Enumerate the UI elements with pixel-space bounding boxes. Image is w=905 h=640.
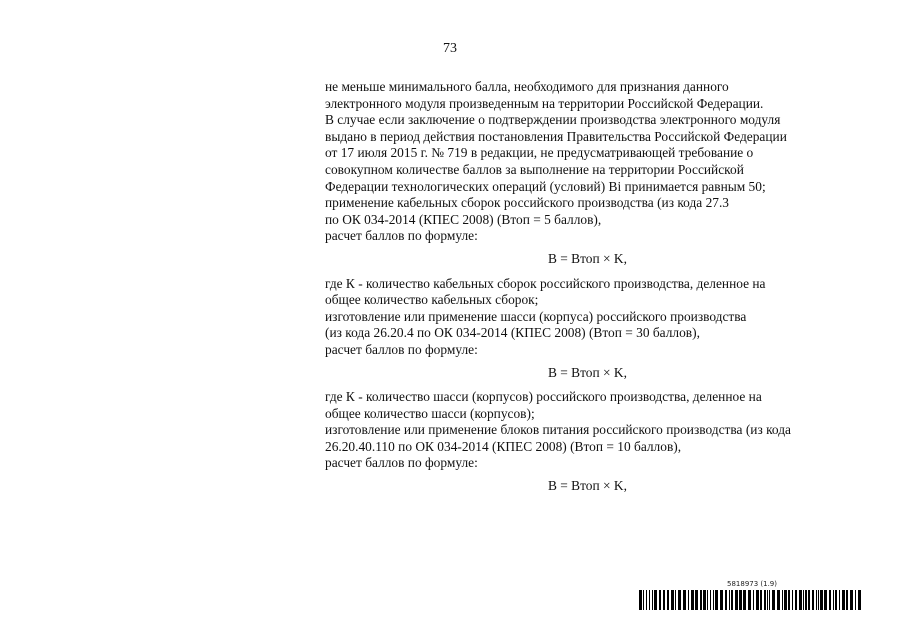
formula: B = Втоп × K, (548, 250, 627, 266)
barcode-bar (850, 590, 853, 610)
barcode-bar (667, 590, 669, 610)
barcode-bar (842, 590, 845, 610)
text-line: (из кода 26.20.4 по ОК 034-2014 (КПЕС 2008) (Втоп = 30 баллов), (325, 325, 700, 341)
barcode-bar (764, 590, 766, 610)
text-line: не меньше минимального балла, необходимого для признания данного (325, 79, 729, 94)
barcode-bar (833, 590, 834, 610)
barcode-bar (753, 590, 754, 610)
barcode-bar (769, 590, 770, 610)
barcode-bar (720, 590, 723, 610)
text-line: В случае если заключение о подтверждении производства электронного модуля (325, 112, 781, 128)
barcode-bar (654, 590, 657, 610)
text-line: общее количество шасси (корпусов); (325, 405, 535, 421)
barcode-bar (725, 590, 727, 610)
document-body (325, 79, 885, 503)
text-line: совокупном количестве баллов за выполнение на территории Российской (325, 161, 744, 177)
barcode-bar (652, 590, 653, 610)
barcode-caption: 5818973 (1.9) (727, 580, 777, 588)
barcode-bar (659, 590, 661, 610)
barcode-bar (683, 590, 686, 610)
barcode-bar (858, 590, 861, 610)
barcode-bar (639, 590, 642, 610)
barcode-bar (784, 590, 787, 610)
barcode-bar (824, 590, 827, 610)
barcode-bar (649, 590, 650, 610)
barcode-bar (715, 590, 718, 610)
text-line: от 17 июля 2015 г. № 719 в редакции, не предусматривающей требование о (325, 145, 754, 161)
text-line: по ОК 034-2014 (КПЕС 2008) (Втоп = 5 баллов), (325, 211, 602, 227)
barcode-bar (782, 590, 783, 610)
barcode-bars (639, 590, 861, 610)
barcode-bar (739, 590, 742, 610)
barcode-bar (760, 590, 762, 610)
barcode-bar (713, 590, 714, 610)
barcode-bar (835, 590, 837, 610)
barcode-bar (839, 590, 840, 610)
barcode-bar (695, 590, 698, 610)
text-line: расчет баллов по формуле: (325, 228, 478, 244)
barcode-bar (663, 590, 665, 610)
text-line: выдано в период действия постановления Правительства Российской Федерации (325, 128, 787, 144)
barcode-bar (703, 590, 706, 610)
barcode-bar (731, 590, 733, 610)
text-line: общее количество кабельных сборок; (325, 292, 539, 308)
barcode-bar (646, 590, 647, 610)
barcode-bar (691, 590, 694, 610)
text-line: расчет баллов по формуле: (325, 455, 478, 471)
barcode-bar (820, 590, 823, 610)
barcode-bar (643, 590, 644, 610)
barcode-bar (767, 590, 768, 610)
text-line: расчет баллов по формуле: (325, 341, 478, 357)
text-line: применение кабельных сборок российского производства (из кода 27.3 (325, 195, 729, 211)
barcode-bar (748, 590, 751, 610)
barcode-bar (803, 590, 804, 610)
barcode-bar (799, 590, 802, 610)
barcode-bar (743, 590, 746, 610)
barcode-bar (788, 590, 790, 610)
text-line: где К - количество шасси (корпусов) российского производства, деленное на (325, 389, 762, 405)
barcode-bar (818, 590, 819, 610)
barcode-bar (756, 590, 759, 610)
text-line: изготовление или применение шасси (корпуса) российского производства (325, 308, 747, 324)
barcode-bar (707, 590, 708, 610)
barcode-bar (792, 590, 793, 610)
barcode-bar (671, 590, 674, 610)
barcode-bar (829, 590, 831, 610)
barcode-bar (805, 590, 807, 610)
barcode-bar (688, 590, 689, 610)
text-line: где К - количество кабельных сборок российского производства, деленное на (325, 275, 766, 291)
barcode-bar (678, 590, 681, 610)
barcode-bar (700, 590, 702, 610)
formula: B = Втоп × K, (548, 364, 627, 380)
formula: B = Втоп × K, (548, 478, 627, 494)
text-line: электронного модуля произведенным на территории Российской Федерации. (325, 95, 764, 111)
barcode-bar (710, 590, 711, 610)
barcode-bar (812, 590, 814, 610)
text-line: 26.20.40.110 по ОК 034-2014 (КПЕС 2008) (Втоп = 10 баллов), (325, 438, 682, 454)
barcode-bar (795, 590, 797, 610)
barcode (639, 580, 861, 610)
page-number: 73 (443, 41, 457, 56)
barcode-bar (675, 590, 676, 610)
text-line: Федерации технологических операций (условий) Bi принимается равным 50; (325, 178, 766, 194)
barcode-bar (846, 590, 848, 610)
barcode-bar (772, 590, 775, 610)
text-line: изготовление или применение блоков питания российского производства (из кода (325, 422, 791, 438)
barcode-bar (808, 590, 810, 610)
barcode-bar (735, 590, 738, 610)
barcode-bar (855, 590, 856, 610)
barcode-bar (816, 590, 817, 610)
barcode-bar (729, 590, 730, 610)
barcode-bar (777, 590, 780, 610)
